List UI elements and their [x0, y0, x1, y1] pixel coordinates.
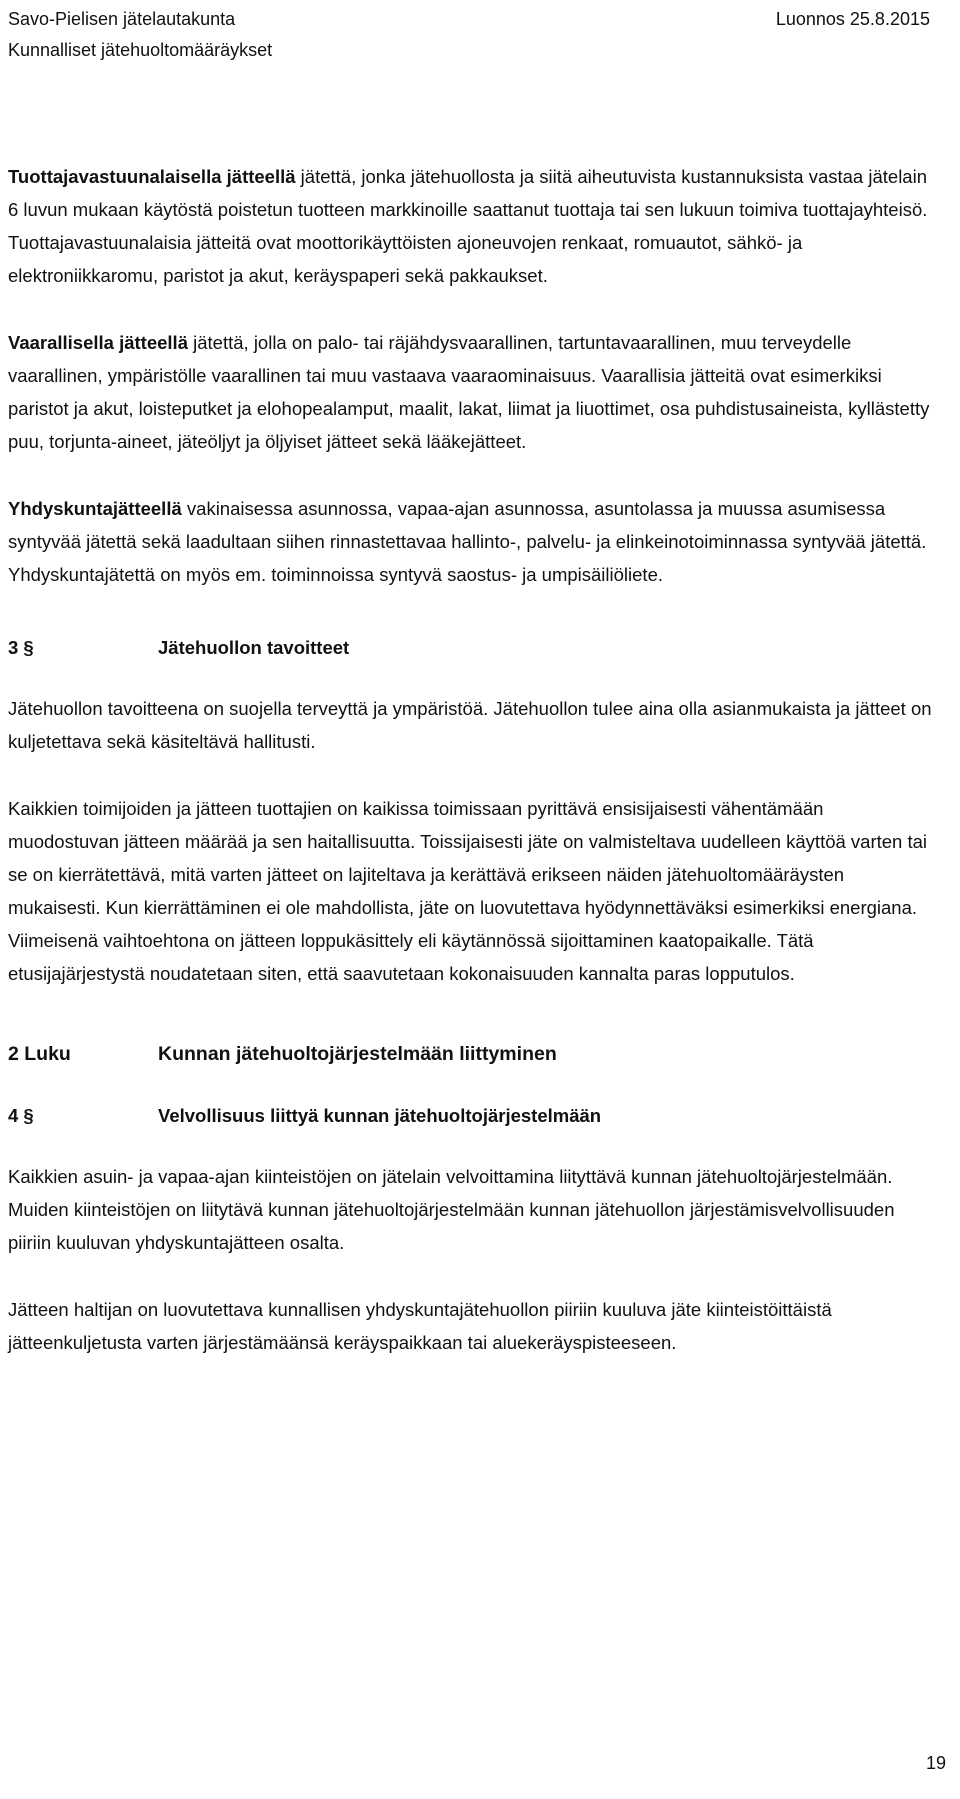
definition-term: Tuottajavastuunalaisella jätteellä	[8, 166, 296, 187]
section-number: 4 §	[8, 1105, 34, 1126]
section-title: Jätehuollon tavoitteet	[158, 637, 350, 658]
header-doc-title: Kunnalliset jätehuoltomääräykset	[8, 40, 273, 60]
definition-term: Yhdyskuntajätteellä	[8, 498, 182, 519]
page-number: 19	[925, 1753, 946, 1773]
section-4-paragraph: Jätteen haltijan on luovutettava kunnallisen yhdyskuntajätehuollon piiriin kuuluva jäte kiinteistöittäistä jätteenkuljetusta varten järjestämäänsä keräyspaikkaan tai aluekeräyspisteeseen.	[8, 1299, 832, 1353]
definition-producer-responsibility	[8, 160, 938, 292]
header-draft-date: Luonnos 25.8.2015	[775, 9, 930, 29]
definition-term: Vaarallisella jätteellä	[8, 332, 188, 353]
section-4-paragraph: Kaikkien asuin- ja vapaa-ajan kiinteistöjen on jätelain velvoittamina liityttävä kunnan jätehuoltojärjestelmään. Muiden kiinteistöjen on liitytävä kunnan jätehuoltojärjestelmään kunnan jätehuollon järjestämisvelvollisuuden piiriin kuuluvan yhdyskuntajätteen osalta.	[8, 1166, 895, 1253]
definition-text: jätettä, jonka jätehuollosta ja siitä aiheutuvista kustannuksista vastaa jätelain 6 luvun mukaan käytöstä poistetun tuotteen markkinoille saattanut tuottaja tai sen lukuun toimiva tuottajayhteisö. Tuottajavastuunalaisia jätteitä ovat moottorikäyttöisten ajoneuvojen renkaat, romuautot, sähkö- ja elektroniikkaromu, paristot ja akut, keräyspaperi sekä pakkaukset.	[8, 166, 928, 286]
section-3-heading	[8, 631, 938, 664]
definition-hazardous-waste	[8, 326, 938, 458]
section-4-heading	[8, 1099, 938, 1132]
section-3-paragraph: Kaikkien toimijoiden ja jätteen tuottajien on kaikissa toimissaan pyrittävä ensisijaisesti vähentämään muodostuvan jätteen määrää ja sen haitallisuutta. Toissijaisesti jäte on valmisteltava uudelleen käyttöä varten tai se on kierrätettävä, mitä varten jätteet on lajiteltava ja kerättävä erikseen näiden jätehuoltomääräysten mukaisesti. Kun kierrättäminen ei ole mahdollista, jäte on luovutettava hyödynnettäväksi esimerkiksi energiana. Viimeisenä vaihtoehtona on jätteen loppukäsittely eli käytännössä sijoittaminen kaatopaikalle. Tätä etusijajärjestystä noudatetaan siten, että saavutetaan kokonaisuuden kannalta paras lopputulos.	[8, 798, 928, 984]
chapter-title: Kunnan jätehuoltojärjestelmään liittyminen	[158, 1043, 557, 1065]
chapter-number: 2 Luku	[8, 1043, 71, 1065]
definition-text: vakinaisessa asunnossa, vapaa-ajan asunnossa, asuntolassa ja muussa asumisessa syntyvää jätettä sekä laadultaan siihen rinnastettavaa hallinto-, palvelu- ja elinkeinotoiminnassa syntyvää jätettä. Yhdyskuntajätettä on myös em. toiminnoissa syntyvä saostus- ja umpisäiliöliete.	[8, 498, 927, 585]
chapter-2-heading	[8, 1038, 938, 1071]
header-org: Savo-Pielisen jätelautakunta	[8, 9, 236, 29]
document-body	[8, 160, 938, 1359]
section-3-paragraph: Jätehuollon tavoitteena on suojella terveyttä ja ympäristöä. Jätehuollon tulee aina olla asianmukaista ja jätteet on kuljetettava sekä käsiteltävä hallitusti.	[8, 698, 932, 752]
section-title: Velvollisuus liittyä kunnan jätehuoltojärjestelmään	[158, 1105, 602, 1126]
page-header-left	[8, 4, 272, 66]
definition-text: jätettä, jolla on palo- tai räjähdysvaarallinen, tartuntavaarallinen, muu terveydelle vaarallinen, ympäristölle vaarallinen tai muu vastaava vaaraominaisuus. Vaarallisia jätteitä ovat esimerkiksi paristot ja akut, loisteputket ja elohopealamput, maalit, lakat, liimat ja liuottimet, osa puhdistusaineista, kyllästetty puu, torjunta-aineet, jäteöljyt ja öljyiset jätteet sekä lääkejätteet.	[8, 332, 930, 452]
definition-municipal-waste	[8, 492, 938, 591]
section-number: 3 §	[8, 637, 34, 658]
